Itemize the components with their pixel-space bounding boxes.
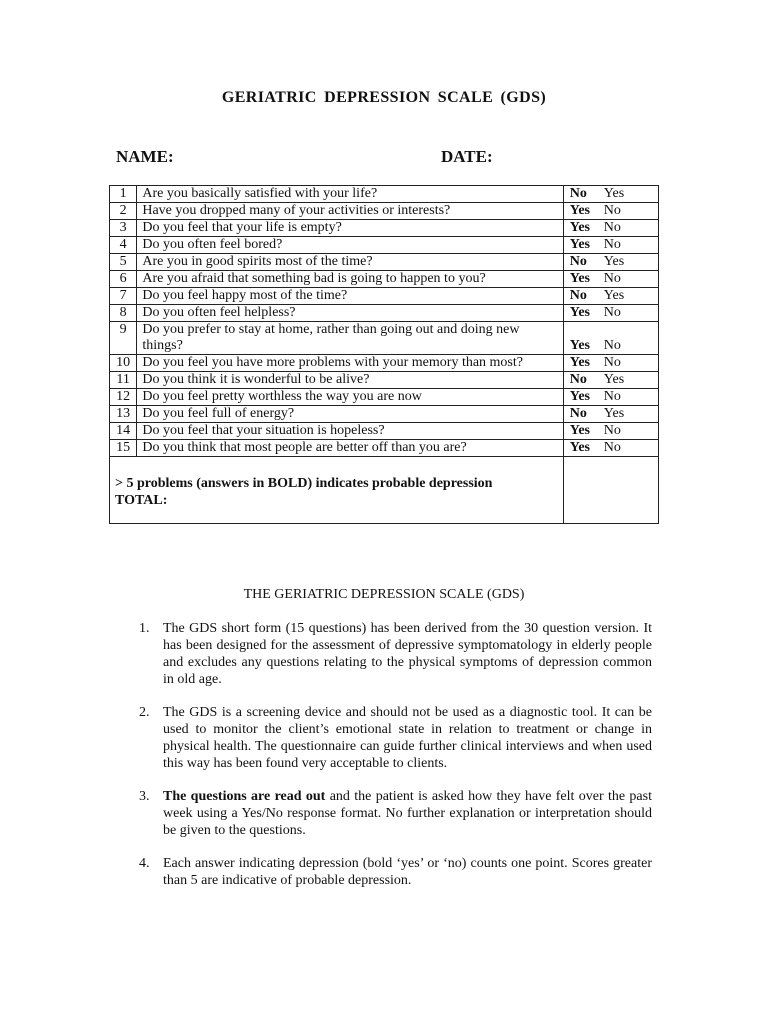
question-text: Are you in good spirits most of the time? [137, 254, 563, 271]
footer-note: > 5 problems (answers in BOLD) indicates probable depression [115, 476, 493, 491]
question-text: Do you often feel helpless? [137, 305, 563, 322]
question-text: Do you often feel bored? [137, 237, 563, 254]
depressive-answer: Yes [569, 305, 590, 320]
other-answer: Yes [603, 372, 625, 387]
question-number: 1 [110, 186, 137, 203]
page-title: GERIATRIC DEPRESSION SCALE (GDS) [221, 89, 547, 106]
depressive-answer: Yes [569, 423, 590, 438]
question-text: Do you feel pretty worthless the way you are now [137, 389, 563, 406]
question-number: 9 [110, 322, 137, 355]
answer-options [563, 237, 658, 254]
other-answer: Yes [603, 254, 625, 269]
other-answer: No [603, 220, 621, 235]
table-row [110, 355, 659, 372]
other-answer: No [603, 389, 621, 404]
table-row [110, 271, 659, 288]
note-text: The GDS is a screening device and should not be used as a diagnostic tool. It can be used to monitor the client’s emotional state in relation to treatment or change in physical health. The questionnaire can guide further clinical interviews and when used this way has been found very acceptable to clients. [163, 705, 652, 771]
question-number: 4 [110, 237, 137, 254]
depressive-answer: Yes [569, 237, 590, 252]
question-text: Do you feel you have more problems with your memory than most? [137, 355, 563, 372]
list-number: 1. [139, 621, 150, 636]
question-text: Do you prefer to stay at home, rather than going out and doing new things? [137, 322, 563, 355]
question-number: 8 [110, 305, 137, 322]
other-answer: No [603, 440, 621, 455]
answer-options [563, 271, 658, 288]
total-score-cell [563, 457, 658, 524]
depressive-answer: No [569, 406, 587, 421]
name-label: NAME: [116, 147, 174, 166]
table-row [110, 305, 659, 322]
question-number: 2 [110, 203, 137, 220]
list-number: 2. [139, 705, 150, 720]
other-answer: No [603, 203, 621, 218]
table-row [110, 220, 659, 237]
depressive-answer: Yes [569, 389, 590, 404]
depressive-answer: No [569, 186, 587, 201]
list-item [136, 620, 652, 688]
list-item [136, 788, 652, 839]
list-item [136, 704, 652, 772]
question-text: Do you think that most people are better off than you are? [137, 440, 563, 457]
question-number: 12 [110, 389, 137, 406]
instructions-list [136, 620, 652, 905]
depressive-answer: Yes [569, 220, 590, 235]
other-answer: Yes [603, 186, 625, 201]
question-text: Do you feel that your situation is hopeless? [137, 423, 563, 440]
note-text: Each answer indicating depression (bold ‘yes’ or ‘no) counts one point. Scores greater than 5 are indicative of probable depression. [163, 856, 652, 888]
depressive-answer: No [569, 372, 587, 387]
other-answer: No [603, 338, 621, 353]
depressive-answer: Yes [569, 440, 590, 455]
depressive-answer: Yes [569, 338, 590, 353]
table-row [110, 322, 659, 355]
answer-options [563, 186, 658, 203]
depressive-answer: No [569, 254, 587, 269]
question-number: 15 [110, 440, 137, 457]
other-answer: Yes [603, 288, 625, 303]
answer-options [563, 406, 658, 423]
answer-options [563, 305, 658, 322]
answer-options [563, 203, 658, 220]
question-text: Do you feel that your life is empty? [137, 220, 563, 237]
list-number: 3. [139, 789, 150, 804]
table-row [110, 288, 659, 305]
table-footer-row [110, 457, 659, 524]
question-text: Do you feel happy most of the time? [137, 288, 563, 305]
table-row [110, 372, 659, 389]
other-answer: No [603, 305, 621, 320]
other-answer: No [603, 423, 621, 438]
footer-cell [110, 457, 564, 524]
answer-options [563, 254, 658, 271]
table-row [110, 423, 659, 440]
question-number: 6 [110, 271, 137, 288]
emphasis-text: The questions are read out [163, 789, 326, 804]
total-label: TOTAL: [115, 493, 168, 508]
answer-options [563, 440, 658, 457]
depressive-answer: Yes [569, 355, 590, 370]
question-number: 14 [110, 423, 137, 440]
note-text: and the patient is asked how they have felt over the past week using a Yes/No response format. No further explanation or interpretation should be given to the questions. [163, 789, 652, 838]
question-text: Do you feel full of energy? [137, 406, 563, 423]
other-answer: Yes [603, 406, 625, 421]
question-number: 11 [110, 372, 137, 389]
other-answer: No [603, 271, 621, 286]
table-row [110, 237, 659, 254]
table-row [110, 440, 659, 457]
question-text: Are you basically satisfied with your life? [137, 186, 563, 203]
note-text: The GDS short form (15 questions) has been derived from the 30 question version. It has been designed for the assessment of depressive symptomatology in elderly people and excludes any questions relating to the physical symptoms of depression common in old age. [163, 621, 652, 687]
gds-questionnaire-table [109, 185, 659, 524]
question-number: 10 [110, 355, 137, 372]
other-answer: No [603, 355, 621, 370]
answer-options [563, 288, 658, 305]
table-row [110, 389, 659, 406]
table-row [110, 186, 659, 203]
list-item [136, 855, 652, 889]
question-text: Have you dropped many of your activities or interests? [137, 203, 563, 220]
answer-options [563, 423, 658, 440]
table-row [110, 254, 659, 271]
answer-options [563, 220, 658, 237]
question-text: Are you afraid that something bad is going to happen to you? [137, 271, 563, 288]
depressive-answer: Yes [569, 271, 590, 286]
other-answer: No [603, 237, 621, 252]
section-title: THE GERIATRIC DEPRESSION SCALE (GDS) [243, 587, 525, 602]
date-label: DATE: [441, 147, 493, 166]
question-number: 13 [110, 406, 137, 423]
list-number: 4. [139, 856, 150, 871]
question-text: Do you think it is wonderful to be alive? [137, 372, 563, 389]
question-number: 5 [110, 254, 137, 271]
question-number: 3 [110, 220, 137, 237]
answer-options [563, 322, 658, 355]
answer-options [563, 389, 658, 406]
depressive-answer: No [569, 288, 587, 303]
table-row [110, 406, 659, 423]
question-number: 7 [110, 288, 137, 305]
depressive-answer: Yes [569, 203, 590, 218]
table-row [110, 203, 659, 220]
answer-options [563, 372, 658, 389]
answer-options [563, 355, 658, 372]
